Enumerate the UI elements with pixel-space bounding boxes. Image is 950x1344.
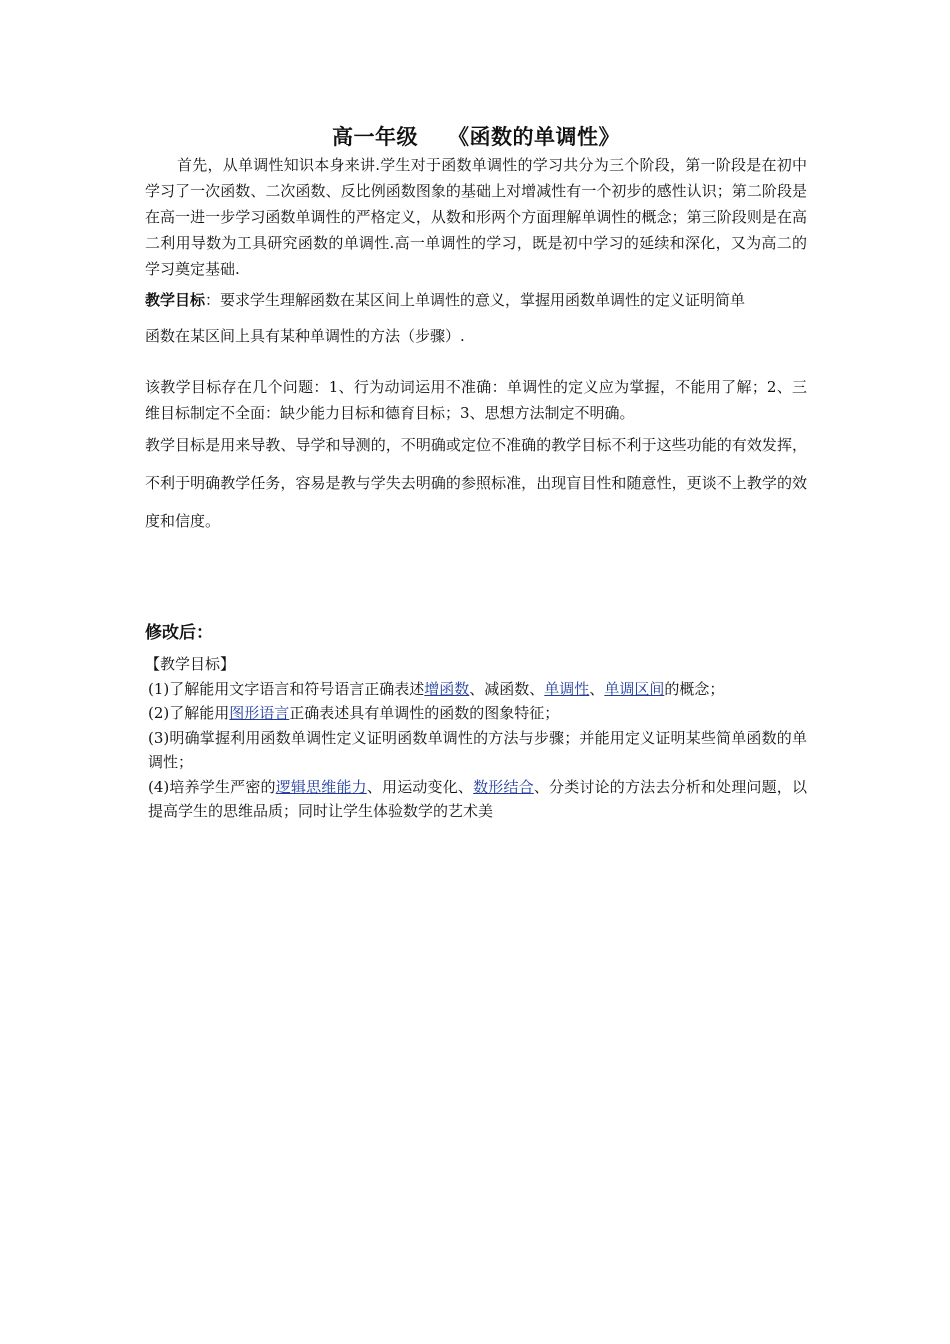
link-graphic-language[interactable]: 图形语言 xyxy=(229,704,290,722)
issues-paragraph: 该教学目标存在几个问题：1、行为动词运用不准确：单调性的定义应为掌握，不能用了解；2、三维目标制定不全面：缺少能力目标和德育目标；3、思想方法制定不明确。 xyxy=(145,378,807,422)
objective-label: 教学目标 xyxy=(145,291,206,309)
document-body xyxy=(145,122,807,824)
objective-text-1: ：要求学生理解函数在某区间上单调性的意义，掌握用函数单调性的定义证明简单 xyxy=(205,291,746,309)
link-logical-thinking[interactable]: 逻辑思维能力 xyxy=(275,777,367,796)
link-increasing-function[interactable]: 增函数 xyxy=(424,679,470,698)
list-item: (4)培养学生严密的逻辑思维能力、用运动变化、数形结合、分类讨论的方法去分析和处理问题，以提高学生的思维品质；同时让学生体验数学的艺术美 xyxy=(148,777,807,820)
title-topic: 《函数的单调性》 xyxy=(448,124,620,149)
page-title xyxy=(145,122,807,152)
revised-objectives-list xyxy=(145,652,807,824)
objective-line-2: 函数在某区间上具有某种单调性的方法（步骤）. xyxy=(145,327,465,345)
revised-label: 【教学目标】 xyxy=(145,655,236,673)
link-monotonicity[interactable]: 单调性 xyxy=(544,679,590,698)
objective-line-1 xyxy=(145,282,807,318)
list-item: (1)了解能用文字语言和符号语言正确表述增函数、减函数、单调性、单调区间的概念； xyxy=(148,679,725,698)
title-grade: 高一年级 xyxy=(332,124,418,149)
intro-paragraph: 首先，从单调性知识本身来讲.学生对于函数单调性的学习共分为三个阶段，第一阶段是在初中学习了一次函数、二次函数、反比例函数图象的基础上对增减性有一个初步的感性认识；第二阶段是在高一进一步学习函数单调性的严格定义，从数和形两个方面理解单调性的概念；第三阶段则是在高二利用导数为工具研究函数的单调性.高一单调性的学习，既是初中学习的延续和深化，又为高二的学习奠定基础. xyxy=(145,156,807,278)
list-item: (2)了解能用图形语言正确表述具有单调性的函数的图象特征； xyxy=(148,704,560,722)
purpose-paragraph: 教学目标是用来导教、导学和导测的，不明确或定位不准确的教学目标不利于这些功能的有效发挥，不利于明确教学任务，容易是教与学失去明确的参照标准，出现盲目性和随意性，更谈不上教学的效度和信度。 xyxy=(145,436,807,530)
link-monotonic-interval[interactable]: 单调区间 xyxy=(604,679,665,698)
link-number-shape-combination[interactable]: 数形结合 xyxy=(473,777,534,796)
revised-heading: 修改后： xyxy=(145,623,213,643)
list-item: (3)明确掌握利用函数单调性定义证明函数单调性的方法与步骤；并能用定义证明某些简单函数的单调性； xyxy=(148,728,807,771)
